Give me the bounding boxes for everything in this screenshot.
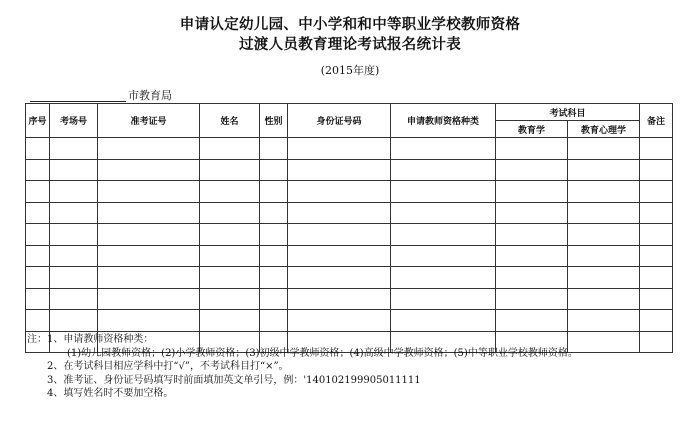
table-cell[interactable] (496, 245, 568, 267)
table-cell[interactable] (200, 245, 260, 267)
form-year: (2015年度) (320, 64, 380, 77)
table-cell[interactable] (98, 202, 200, 224)
table-cell[interactable] (391, 288, 496, 310)
table-cell[interactable] (640, 245, 673, 267)
note-3: 3、准考证、身份证号码填写时前面填加英文单引号，例：'140102199905011111 (47, 374, 421, 386)
form-title-line1: 申请认定幼儿园、中小学和和中等职业学校教师资格 (179, 17, 521, 33)
table-cell[interactable] (640, 267, 673, 289)
table-row (26, 245, 673, 267)
table-cell[interactable] (260, 181, 288, 203)
table-cell[interactable] (200, 288, 260, 310)
table-cell[interactable] (568, 245, 640, 267)
note-1-detail: (1)幼儿园教师资格；(2)小学教师资格；(3)初级中学教师资格；(4)高级中学教师资格；(5)中等职业学校教师资格。 (67, 347, 578, 359)
table-cell[interactable] (391, 181, 496, 203)
table-cell[interactable] (288, 224, 391, 246)
bureau-blank-line[interactable] (30, 89, 126, 102)
table-cell[interactable] (496, 202, 568, 224)
table-cell[interactable] (640, 159, 673, 181)
table-cell[interactable] (200, 310, 260, 332)
table-cell[interactable] (391, 245, 496, 267)
table-cell[interactable] (260, 245, 288, 267)
table-cell[interactable] (50, 138, 98, 160)
table-cell[interactable] (26, 267, 50, 289)
table-cell[interactable] (288, 202, 391, 224)
table-body (26, 138, 673, 353)
header-exam-room: 考场号 (50, 104, 98, 138)
table-cell[interactable] (568, 267, 640, 289)
header-name: 姓名 (200, 104, 260, 138)
table-cell[interactable] (260, 267, 288, 289)
table-row (26, 202, 673, 224)
table-cell[interactable] (260, 288, 288, 310)
header-qualification-type: 申请教师资格种类 (391, 104, 496, 138)
table-cell[interactable] (98, 159, 200, 181)
table-cell[interactable] (200, 181, 260, 203)
table-cell[interactable] (200, 159, 260, 181)
table-cell[interactable] (50, 245, 98, 267)
table-cell[interactable] (288, 181, 391, 203)
table-cell[interactable] (568, 181, 640, 203)
table-cell[interactable] (496, 310, 568, 332)
table-cell[interactable] (26, 202, 50, 224)
table-cell[interactable] (640, 288, 673, 310)
table-cell[interactable] (568, 331, 640, 353)
table-cell[interactable] (568, 310, 640, 332)
table-cell[interactable] (496, 181, 568, 203)
notes-section (27, 333, 578, 401)
bureau-label: 市教育局 (128, 89, 172, 102)
table-cell[interactable] (496, 138, 568, 160)
table-row (26, 181, 673, 203)
table-cell[interactable] (288, 159, 391, 181)
table-cell[interactable] (288, 288, 391, 310)
table-cell[interactable] (288, 310, 391, 332)
table-cell[interactable] (260, 224, 288, 246)
table-cell[interactable] (26, 310, 50, 332)
table-cell[interactable] (640, 331, 673, 353)
table-cell[interactable] (200, 202, 260, 224)
table-cell[interactable] (98, 245, 200, 267)
table-cell[interactable] (98, 224, 200, 246)
table-cell[interactable] (260, 159, 288, 181)
table-cell[interactable] (260, 202, 288, 224)
table-cell[interactable] (26, 245, 50, 267)
table-cell[interactable] (640, 310, 673, 332)
header-remarks: 备注 (640, 104, 673, 138)
table-row (26, 267, 673, 289)
table-cell[interactable] (98, 138, 200, 160)
table-cell[interactable] (50, 267, 98, 289)
registration-table (25, 103, 673, 353)
table-cell[interactable] (50, 181, 98, 203)
table-cell[interactable] (50, 288, 98, 310)
table-cell[interactable] (568, 138, 640, 160)
table-cell[interactable] (200, 224, 260, 246)
table-cell[interactable] (568, 288, 640, 310)
table-cell[interactable] (50, 224, 98, 246)
note-2: 2、在考试科目相应学科中打“√”，不考试科目打“×”。 (47, 361, 289, 373)
table-cell[interactable] (391, 267, 496, 289)
table-cell[interactable] (568, 202, 640, 224)
table-cell[interactable] (98, 288, 200, 310)
note-4: 4、填写姓名时不要加空格。 (47, 388, 174, 400)
table-cell[interactable] (260, 310, 288, 332)
table-cell[interactable] (26, 288, 50, 310)
table-cell[interactable] (391, 310, 496, 332)
table-row (26, 288, 673, 310)
table-cell[interactable] (26, 138, 50, 160)
table-cell[interactable] (568, 159, 640, 181)
table-cell[interactable] (288, 138, 391, 160)
table-cell[interactable] (50, 202, 98, 224)
table-cell[interactable] (50, 310, 98, 332)
header-id-number: 身份证号码 (288, 104, 391, 138)
note-1-title: 注：1、申请教师资格种类： (27, 334, 154, 345)
table-cell[interactable] (26, 159, 50, 181)
table-cell[interactable] (50, 159, 98, 181)
table-cell[interactable] (200, 138, 260, 160)
header-subject-education: 教育学 (496, 121, 568, 138)
table-row (26, 310, 673, 332)
form-title-line2: 过渡人员教育理论考试报名统计表 (239, 37, 461, 53)
table-cell[interactable] (640, 181, 673, 203)
table-cell[interactable] (288, 245, 391, 267)
table-cell[interactable] (496, 288, 568, 310)
table-cell[interactable] (391, 159, 496, 181)
table-cell[interactable] (640, 202, 673, 224)
table-cell[interactable] (26, 224, 50, 246)
table-row (26, 224, 673, 246)
table-cell[interactable] (640, 138, 673, 160)
header-gender: 性别 (260, 104, 288, 138)
header-ticket-number: 准考证号 (98, 104, 200, 138)
table-cell[interactable] (496, 267, 568, 289)
table-cell[interactable] (640, 224, 673, 246)
table-cell[interactable] (98, 310, 200, 332)
table-cell[interactable] (98, 181, 200, 203)
table-cell[interactable] (200, 267, 260, 289)
header-subject-psychology: 教育心理学 (568, 121, 640, 138)
table-cell[interactable] (496, 159, 568, 181)
table-row (26, 138, 673, 160)
table-cell[interactable] (26, 181, 50, 203)
table-cell[interactable] (496, 224, 568, 246)
table-cell[interactable] (260, 138, 288, 160)
table-cell[interactable] (568, 224, 640, 246)
table-cell[interactable] (391, 138, 496, 160)
table-cell[interactable] (288, 267, 391, 289)
table-cell[interactable] (391, 202, 496, 224)
header-seq: 序号 (26, 104, 50, 138)
header-exam-subjects: 考试科目 (496, 104, 640, 121)
table-cell[interactable] (391, 224, 496, 246)
table-cell[interactable] (98, 267, 200, 289)
table-row (26, 159, 673, 181)
